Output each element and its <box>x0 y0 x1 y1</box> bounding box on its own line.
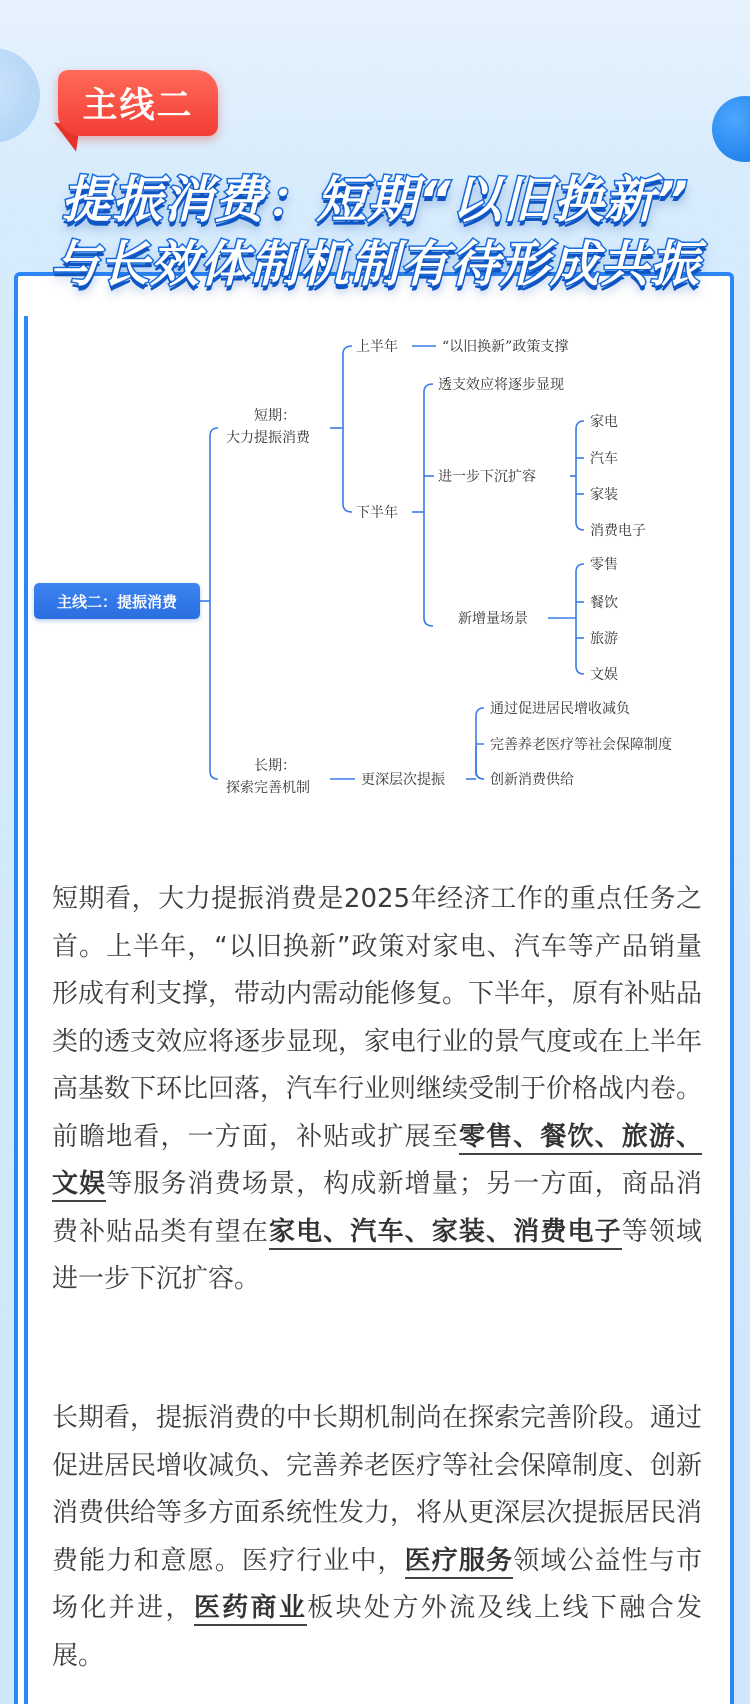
node-sink-item-2: 汽车 <box>590 451 618 467</box>
node-short-term-line2: 大力提振消费 <box>226 430 310 446</box>
paragraph-short-term-text-3: 等领域进一步下沉扩容。 <box>52 1216 702 1294</box>
node-new-scene: 新增量场景 <box>458 611 528 627</box>
node-sink-item-1: 家电 <box>590 414 618 430</box>
section-badge <box>58 70 218 136</box>
node-deeper-item-1: 通过促进居民增收减负 <box>490 701 630 717</box>
mind-map <box>0 316 750 836</box>
node-scene-item-3: 旅游 <box>590 631 618 647</box>
page-title-line-2: 与长效体制机制有待形成共振 <box>49 236 700 293</box>
decorative-circle-right <box>712 96 750 162</box>
connector-deeper-last <box>476 746 484 779</box>
node-deeper-item-2: 完善养老医疗等社会保障制度 <box>490 737 672 753</box>
highlight-pharma-commerce: 医药商业 <box>194 1593 307 1626</box>
node-scene-item-4: 文娱 <box>590 667 618 683</box>
node-first-half: 上半年 <box>356 339 398 355</box>
node-deeper-item-3: 创新消费供给 <box>490 772 574 788</box>
connector-sink-branch <box>576 421 584 530</box>
node-overdraft: 透支效应将逐步显现 <box>438 377 564 393</box>
paragraph-short-term-text-1: 短期看，大力提振消费是2025年经济工作的重点任务之首。上半年，“以旧换新”政策对家电、汽车等产品销量形成有利支撑，带动内需动能修复。下半年，原有补贴品类的透支效应将逐步显现，家电行业的景气度或在上半年高基数下环比回落，汽车行业则继续受制于价格战内卷。前瞻地看，一方面，补贴或扩展至 <box>52 884 703 1152</box>
node-second-half: 下半年 <box>356 505 398 521</box>
highlight-service-scenes: 零售、餐饮、旅游、文娱 <box>52 1122 702 1203</box>
connector-deeper-branch <box>476 708 484 779</box>
highlight-goods-categories: 家电、汽车、家装、消费电子 <box>269 1217 622 1250</box>
paragraph-long-term-text-2: 领域公益性与市场化并进， <box>52 1545 702 1623</box>
section-badge-label: 主线二 <box>82 86 194 126</box>
node-first-half-leaf: “以旧换新”政策支撑 <box>442 339 569 355</box>
node-sink-item-4: 消费电子 <box>590 523 646 539</box>
connector-halves <box>343 346 352 512</box>
node-deeper: 更深层次提振 <box>361 772 445 788</box>
node-short-term-line1: 短期： <box>254 408 296 424</box>
page-title-line-1: 提振消费：短期“以旧换新” <box>61 171 689 229</box>
connector-root-branch <box>210 428 218 779</box>
decorative-circle-left <box>0 48 40 143</box>
paragraph-long-term-text-3: 板块处方外流及线上线下融合发展。 <box>52 1593 702 1671</box>
node-long-term-line2: 探索完善机制 <box>226 780 310 796</box>
connector-scene-branch <box>576 564 584 674</box>
paragraph-short-term-text-2: 等服务消费场景，构成新增量；另一方面，商品消费补贴品类有望在 <box>52 1169 702 1247</box>
paragraph-long-term <box>52 1395 702 1680</box>
highlight-medical-services: 医疗服务 <box>405 1546 514 1579</box>
node-scene-item-2: 餐饮 <box>590 595 618 611</box>
paragraph-short-term <box>52 876 702 1304</box>
node-sink-item-3: 家装 <box>590 487 618 503</box>
node-sink: 进一步下沉扩容 <box>438 469 536 485</box>
connector-second-half-branch <box>424 384 433 626</box>
node-scene-item-1: 零售 <box>590 557 618 573</box>
node-root: 主线二：提振消费 <box>34 583 200 619</box>
node-long-term-line1: 长期： <box>254 758 296 774</box>
paragraph-long-term-text-1: 长期看，提振消费的中长期机制尚在探索完善阶段。通过促进居民增收减负、完善养老医疗等社会保障制度、创新消费供给等多方面系统性发力，将从更深层次提振居民消费能力和意愿。医疗行业中， <box>52 1403 703 1576</box>
